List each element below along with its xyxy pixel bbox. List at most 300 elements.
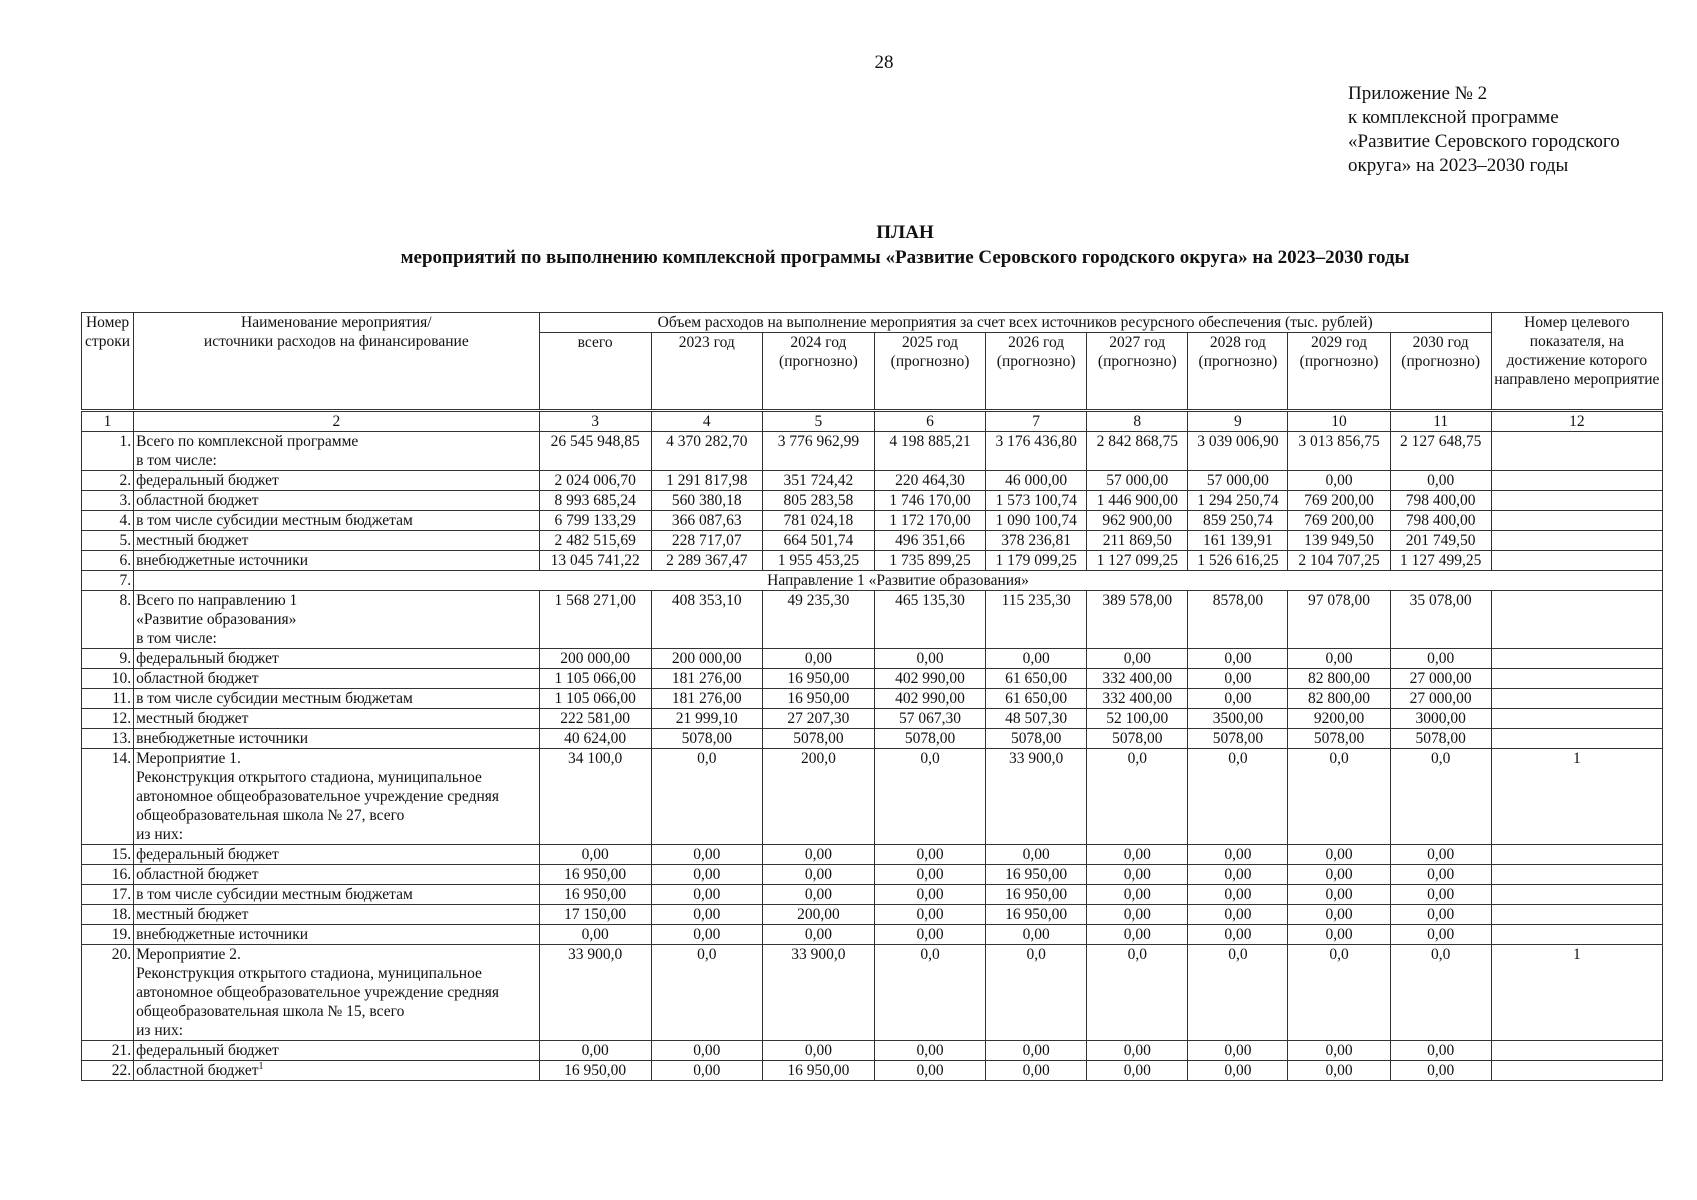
amount-cell: 0,0 [1288, 945, 1390, 1041]
amount-cell: 201 749,50 [1390, 531, 1491, 551]
amount-cell: 0,00 [1087, 649, 1188, 669]
amount-cell: 1 526 616,25 [1188, 551, 1288, 571]
amount-cell: 0,00 [539, 925, 651, 945]
amount-cell: 402 990,00 [874, 689, 985, 709]
amount-cell: 0,00 [1188, 925, 1288, 945]
amount-cell: 332 400,00 [1087, 669, 1188, 689]
amount-cell: 798 400,00 [1390, 491, 1491, 511]
amount-cell: 21 999,10 [651, 709, 762, 729]
row-number-cell: 19. [82, 925, 134, 945]
amount-cell: 222 581,00 [539, 709, 651, 729]
amount-cell: 0,00 [762, 1041, 874, 1061]
amount-cell: 61 650,00 [986, 669, 1087, 689]
amount-cell: 0,00 [874, 885, 985, 905]
item-name-text: внебюджетные источники [136, 730, 309, 747]
amount-cell: 2 289 367,47 [651, 551, 762, 571]
indicator-cell [1491, 649, 1662, 669]
amount-cell: 0,00 [762, 925, 874, 945]
header-year: 2024 год (прогнозно) [762, 333, 874, 411]
amount-cell: 0,00 [874, 865, 985, 885]
amount-cell: 8 993 685,24 [539, 491, 651, 511]
amount-cell: 0,00 [651, 1061, 762, 1081]
row-number-cell: 2. [82, 471, 134, 491]
table-row [82, 649, 1663, 669]
column-number: 3 [539, 411, 651, 432]
amount-cell: 5078,00 [1390, 729, 1491, 749]
header-name: Наименование мероприятия/ источники расходов на финансирование [134, 313, 540, 411]
amount-cell: 0,00 [1288, 885, 1390, 905]
table-row [82, 749, 1663, 845]
amount-cell: 27 000,00 [1390, 669, 1491, 689]
column-number: 7 [986, 411, 1087, 432]
amount-cell: 0,0 [1390, 749, 1491, 845]
table-row [82, 669, 1663, 689]
item-name-text: федеральный бюджет [136, 472, 279, 489]
amount-cell: 181 276,00 [651, 669, 762, 689]
amount-cell: 0,00 [1390, 865, 1491, 885]
item-name-cell [134, 865, 540, 885]
title-line-2: мероприятий по выполнению комплексной программы «Развитие Серовского городского округа» на 2023–2030 годы [400, 247, 1410, 268]
amount-cell: 0,00 [1390, 1061, 1491, 1081]
amount-cell: 1 105 066,00 [539, 689, 651, 709]
amount-cell: 769 200,00 [1288, 511, 1390, 531]
indicator-cell [1491, 925, 1662, 945]
amount-cell: 0,00 [1288, 649, 1390, 669]
amount-cell: 0,00 [1087, 1061, 1188, 1081]
item-name-text: областной бюджет [136, 866, 259, 883]
amount-cell: 378 236,81 [986, 531, 1087, 551]
amount-cell: 2 104 707,25 [1288, 551, 1390, 571]
title-line-1: ПЛАН [876, 222, 934, 243]
column-number: 9 [1188, 411, 1288, 432]
item-name-text: внебюджетные источники [136, 926, 309, 943]
amount-cell: 1 090 100,74 [986, 511, 1087, 531]
amount-cell: 1 291 817,98 [651, 471, 762, 491]
column-number: 2 [134, 411, 540, 432]
column-number: 10 [1288, 411, 1390, 432]
column-number: 12 [1491, 411, 1662, 432]
item-name-text: областной бюджет [136, 492, 259, 509]
amount-cell: 161 139,91 [1188, 531, 1288, 551]
item-name-text: местный бюджет [136, 532, 249, 549]
amount-cell: 0,00 [874, 845, 985, 865]
amount-cell: 5078,00 [1288, 729, 1390, 749]
table-row [82, 1061, 1663, 1081]
amount-cell: 34 100,0 [539, 749, 651, 845]
amount-cell: 16 950,00 [762, 1061, 874, 1081]
amount-cell: 0,00 [1188, 845, 1288, 865]
indicator-cell [1491, 1041, 1662, 1061]
amount-cell: 0,00 [1390, 845, 1491, 865]
row-number-cell: 9. [82, 649, 134, 669]
row-number-cell: 20. [82, 945, 134, 1041]
amount-cell: 1 294 250,74 [1188, 491, 1288, 511]
item-name-text: в том числе субсидии местным бюджетам [136, 886, 413, 903]
amount-cell: 0,00 [986, 1061, 1087, 1081]
amount-cell: 48 507,30 [986, 709, 1087, 729]
row-number-cell: 7. [82, 571, 134, 591]
indicator-cell [1491, 591, 1662, 649]
amount-cell: 16 950,00 [762, 669, 874, 689]
amount-cell: 5078,00 [874, 729, 985, 749]
table-row [82, 729, 1663, 749]
column-number: 4 [651, 411, 762, 432]
amount-cell: 0,00 [1288, 471, 1390, 491]
amount-cell: 2 482 515,69 [539, 531, 651, 551]
table-row [82, 845, 1663, 865]
row-number-cell: 8. [82, 591, 134, 649]
amount-cell: 0,00 [986, 845, 1087, 865]
table-row [82, 531, 1663, 551]
amount-cell: 57 000,00 [1188, 471, 1288, 491]
amount-cell: 0,00 [1087, 905, 1188, 925]
amount-cell: 4 198 885,21 [874, 432, 985, 471]
amount-cell: 366 087,63 [651, 511, 762, 531]
indicator-cell [1491, 709, 1662, 729]
row-number-cell: 5. [82, 531, 134, 551]
amount-cell: 27 000,00 [1390, 689, 1491, 709]
footnote-marker: 1 [258, 1060, 264, 1072]
amount-cell: 5078,00 [651, 729, 762, 749]
amount-cell: 0,00 [762, 885, 874, 905]
amount-cell: 0,00 [1188, 669, 1288, 689]
indicator-cell [1491, 511, 1662, 531]
amount-cell: 16 950,00 [762, 689, 874, 709]
header-indicator: Номер целевого показателя, на достижение которого направлено мероприятие [1491, 313, 1662, 411]
indicator-cell [1491, 491, 1662, 511]
amount-cell: 115 235,30 [986, 591, 1087, 649]
amount-cell: 57 067,30 [874, 709, 985, 729]
item-name-text: внебюджетные источники [136, 552, 309, 569]
amount-cell: 0,00 [1390, 1041, 1491, 1061]
amount-cell: 0,00 [762, 845, 874, 865]
amount-cell: 781 024,18 [762, 511, 874, 531]
amount-cell: 0,0 [1288, 749, 1390, 845]
amount-cell: 664 501,74 [762, 531, 874, 551]
item-name-cell [134, 471, 540, 491]
amount-cell: 61 650,00 [986, 689, 1087, 709]
amount-cell: 0,00 [1188, 1041, 1288, 1061]
amount-cell: 1 127 099,25 [1087, 551, 1188, 571]
row-number-cell: 13. [82, 729, 134, 749]
annex-line: Приложение № 2 [1348, 83, 1488, 104]
amount-cell: 35 078,00 [1390, 591, 1491, 649]
table-row [82, 471, 1663, 491]
table-row [82, 571, 1663, 591]
indicator-cell [1491, 729, 1662, 749]
amount-cell: 3 176 436,80 [986, 432, 1087, 471]
amount-cell: 0,0 [651, 945, 762, 1041]
amount-cell: 0,00 [1288, 905, 1390, 925]
column-number: 6 [874, 411, 985, 432]
indicator-cell [1491, 689, 1662, 709]
annex-line: округа» на 2023–2030 годы [1348, 155, 1569, 176]
amount-cell: 351 724,42 [762, 471, 874, 491]
amount-cell: 0,00 [1390, 925, 1491, 945]
table-row [82, 491, 1663, 511]
indicator-cell [1491, 865, 1662, 885]
amount-cell: 402 990,00 [874, 669, 985, 689]
row-number-cell: 1. [82, 432, 134, 471]
table-row [82, 551, 1663, 571]
item-name-text: федеральный бюджет [136, 650, 279, 667]
amount-cell: 200 000,00 [651, 649, 762, 669]
amount-cell: 5078,00 [762, 729, 874, 749]
amount-cell: 0,00 [874, 649, 985, 669]
amount-cell: 859 250,74 [1188, 511, 1288, 531]
amount-cell: 0,0 [874, 749, 985, 845]
item-name-cell [134, 689, 540, 709]
amount-cell: 200,00 [762, 905, 874, 925]
amount-cell: 0,00 [1188, 1061, 1288, 1081]
amount-cell: 0,00 [874, 905, 985, 925]
item-name-cell [134, 669, 540, 689]
amount-cell: 0,00 [1188, 865, 1288, 885]
item-name-text: федеральный бюджет [136, 846, 279, 863]
amount-cell: 16 950,00 [539, 885, 651, 905]
item-name-cell [134, 749, 540, 845]
item-name-cell [134, 885, 540, 905]
amount-cell: 0,00 [762, 649, 874, 669]
amount-cell: 0,00 [986, 1041, 1087, 1061]
amount-cell: 3500,00 [1188, 709, 1288, 729]
amount-cell: 200 000,00 [539, 649, 651, 669]
item-name-cell [134, 945, 540, 1041]
amount-cell: 0,00 [539, 1041, 651, 1061]
table-row [82, 709, 1663, 729]
header-year: 2029 год (прогнозно) [1288, 333, 1390, 411]
amount-cell: 0,00 [1390, 471, 1491, 491]
table-row [82, 885, 1663, 905]
header-year: 2030 год (прогнозно) [1390, 333, 1491, 411]
table-row [82, 511, 1663, 531]
amount-cell: 408 353,10 [651, 591, 762, 649]
column-number: 11 [1390, 411, 1491, 432]
amount-cell: 0,00 [1188, 649, 1288, 669]
document-title [0, 220, 1697, 270]
amount-cell: 0,00 [762, 865, 874, 885]
amount-cell: 1 568 271,00 [539, 591, 651, 649]
amount-cell: 0,00 [1390, 905, 1491, 925]
plan-table-body [82, 432, 1663, 1081]
item-name-cell [134, 729, 540, 749]
amount-cell: 1 172 170,00 [874, 511, 985, 531]
header-year: 2023 год [651, 333, 762, 411]
amount-cell: 0,00 [986, 925, 1087, 945]
table-row [82, 689, 1663, 709]
item-name-cell [134, 551, 540, 571]
item-name-text: местный бюджет [136, 710, 249, 727]
item-name-cell [134, 925, 540, 945]
annex-block [1348, 82, 1620, 178]
row-number-cell: 4. [82, 511, 134, 531]
amount-cell: 389 578,00 [1087, 591, 1188, 649]
amount-cell: 1 446 900,00 [1087, 491, 1188, 511]
indicator-cell [1491, 551, 1662, 571]
amount-cell: 1 746 170,00 [874, 491, 985, 511]
amount-cell: 0,00 [651, 905, 762, 925]
indicator-cell [1491, 531, 1662, 551]
item-name-cell [134, 491, 540, 511]
indicator-cell [1491, 905, 1662, 925]
table-row [82, 865, 1663, 885]
item-name-text: федеральный бюджет [136, 1042, 279, 1059]
indicator-cell [1491, 885, 1662, 905]
row-number-cell: 10. [82, 669, 134, 689]
item-name-text: областной бюджет [136, 1062, 259, 1079]
amount-cell: 0,00 [651, 845, 762, 865]
table-row [82, 905, 1663, 925]
row-number-cell: 14. [82, 749, 134, 845]
amount-cell: 0,00 [651, 865, 762, 885]
amount-cell: 0,00 [986, 649, 1087, 669]
amount-cell: 26 545 948,85 [539, 432, 651, 471]
indicator-cell [1491, 669, 1662, 689]
amount-cell: 0,00 [1390, 885, 1491, 905]
amount-cell: 2 842 868,75 [1087, 432, 1188, 471]
item-name-cell [134, 709, 540, 729]
amount-cell: 0,0 [651, 749, 762, 845]
amount-cell: 3 039 006,90 [1188, 432, 1288, 471]
amount-cell: 798 400,00 [1390, 511, 1491, 531]
row-number-cell: 18. [82, 905, 134, 925]
column-number: 5 [762, 411, 874, 432]
amount-cell: 6 799 133,29 [539, 511, 651, 531]
plan-table [81, 312, 1663, 1081]
amount-cell: 0,00 [1087, 1041, 1188, 1061]
amount-cell: 9200,00 [1288, 709, 1390, 729]
amount-cell: 1 735 899,25 [874, 551, 985, 571]
amount-cell: 52 100,00 [1087, 709, 1188, 729]
header-year: 2027 год (прогнозно) [1087, 333, 1188, 411]
amount-cell: 2 024 006,70 [539, 471, 651, 491]
amount-cell: 16 950,00 [986, 865, 1087, 885]
amount-cell: 0,00 [1390, 649, 1491, 669]
amount-cell: 0,00 [651, 885, 762, 905]
item-name-text: Всего по направлению 1 «Развитие образования» в том числе: [136, 592, 298, 647]
amount-cell: 5078,00 [1087, 729, 1188, 749]
amount-cell: 769 200,00 [1288, 491, 1390, 511]
amount-cell: 33 900,0 [762, 945, 874, 1041]
item-name-text: областной бюджет [136, 670, 259, 687]
amount-cell: 0,00 [1288, 925, 1390, 945]
indicator-cell: 1 [1491, 749, 1662, 845]
amount-cell: 4 370 282,70 [651, 432, 762, 471]
amount-cell: 33 900,0 [986, 749, 1087, 845]
row-number-cell: 3. [82, 491, 134, 511]
amount-cell: 0,00 [1288, 1041, 1390, 1061]
amount-cell: 0,00 [1188, 885, 1288, 905]
page-number: 28 [874, 52, 894, 73]
table-row [82, 1041, 1663, 1061]
amount-cell: 13 045 741,22 [539, 551, 651, 571]
amount-cell: 0,00 [1087, 845, 1188, 865]
table-row [82, 945, 1663, 1041]
row-number-cell: 16. [82, 865, 134, 885]
amount-cell: 16 950,00 [539, 865, 651, 885]
item-name-text: в том числе субсидии местным бюджетам [136, 690, 413, 707]
row-number-cell: 6. [82, 551, 134, 571]
amount-cell: 0,0 [1188, 945, 1288, 1041]
row-number-cell: 21. [82, 1041, 134, 1061]
amount-cell: 0,0 [874, 945, 985, 1041]
table-row [82, 925, 1663, 945]
amount-cell: 0,0 [986, 945, 1087, 1041]
row-number-cell: 12. [82, 709, 134, 729]
indicator-cell [1491, 471, 1662, 491]
row-number-cell: 11. [82, 689, 134, 709]
amount-cell: 2 127 648,75 [1390, 432, 1491, 471]
header-year: всего [539, 333, 651, 411]
item-name-cell [134, 905, 540, 925]
item-name-text: Мероприятие 2. Реконструкция открытого стадиона, муниципальное автономное общеобразовательное учреждение средняя общеобразовательная школа № 15, всего из них: [136, 946, 500, 1039]
amount-cell: 3 776 962,99 [762, 432, 874, 471]
amount-cell: 16 950,00 [539, 1061, 651, 1081]
amount-cell: 0,0 [1188, 749, 1288, 845]
amount-cell: 3 013 856,75 [1288, 432, 1390, 471]
amount-cell: 0,00 [1188, 905, 1288, 925]
amount-cell: 8578,00 [1188, 591, 1288, 649]
item-name-text: местный бюджет [136, 906, 249, 923]
amount-cell: 40 624,00 [539, 729, 651, 749]
item-name-text: в том числе субсидии местным бюджетам [136, 512, 413, 529]
amount-cell: 332 400,00 [1087, 689, 1188, 709]
amount-cell: 465 135,30 [874, 591, 985, 649]
annex-line: к комплексной программе [1348, 107, 1559, 128]
item-name-cell [134, 531, 540, 551]
amount-cell: 16 950,00 [986, 905, 1087, 925]
item-name-cell [134, 1041, 540, 1061]
amount-cell: 1 105 066,00 [539, 669, 651, 689]
amount-cell: 1 179 099,25 [986, 551, 1087, 571]
item-name-cell [134, 1061, 540, 1081]
row-number-cell: 22. [82, 1061, 134, 1081]
amount-cell: 97 078,00 [1288, 591, 1390, 649]
annex-line: «Развитие Серовского городского [1348, 131, 1620, 152]
row-number-cell: 15. [82, 845, 134, 865]
header-year: 2025 год (прогнозно) [874, 333, 985, 411]
amount-cell: 805 283,58 [762, 491, 874, 511]
amount-cell: 5078,00 [986, 729, 1087, 749]
amount-cell: 27 207,30 [762, 709, 874, 729]
item-name-text: Мероприятие 1. Реконструкция открытого стадиона, муниципальное автономное общеобразовательное учреждение средняя общеобразовательная школа № 27, всего из них: [136, 750, 500, 843]
amount-cell: 1 573 100,74 [986, 491, 1087, 511]
amount-cell: 0,00 [651, 925, 762, 945]
amount-cell: 496 351,66 [874, 531, 985, 551]
indicator-cell: 1 [1491, 945, 1662, 1041]
amount-cell: 181 276,00 [651, 689, 762, 709]
item-name-cell [134, 511, 540, 531]
amount-cell: 82 800,00 [1288, 669, 1390, 689]
amount-cell: 17 150,00 [539, 905, 651, 925]
amount-cell: 16 950,00 [986, 885, 1087, 905]
amount-cell: 0,00 [539, 845, 651, 865]
indicator-cell [1491, 1061, 1662, 1081]
table-row [82, 591, 1663, 649]
amount-cell: 211 869,50 [1087, 531, 1188, 551]
amount-cell: 33 900,0 [539, 945, 651, 1041]
amount-cell: 220 464,30 [874, 471, 985, 491]
header-expenses-group: Объем расходов на выполнение мероприятия за счет всех источников ресурсного обеспечения (тыс. рублей) [539, 313, 1491, 333]
amount-cell: 139 949,50 [1288, 531, 1390, 551]
header-year: 2026 год (прогнозно) [986, 333, 1087, 411]
item-name-cell [134, 591, 540, 649]
item-name-cell [134, 432, 540, 471]
amount-cell: 200,0 [762, 749, 874, 845]
amount-cell: 0,00 [651, 1041, 762, 1061]
amount-cell: 5078,00 [1188, 729, 1288, 749]
amount-cell: 0,00 [874, 925, 985, 945]
